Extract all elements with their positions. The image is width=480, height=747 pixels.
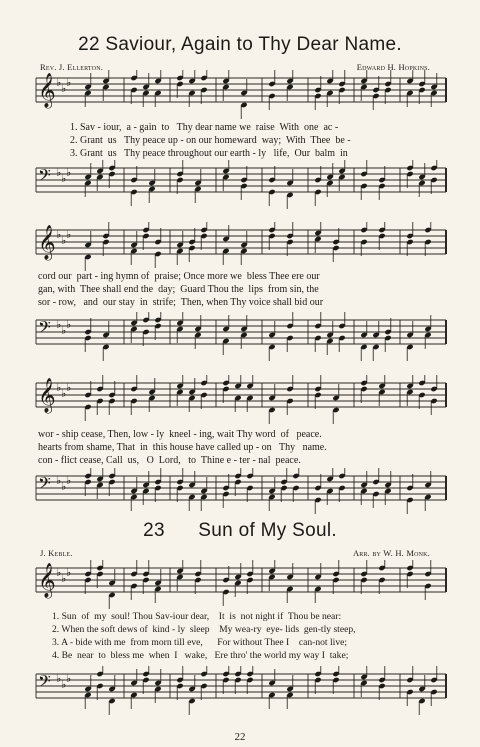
verse-block [38,270,323,309]
verse-line: con - flict cease, Call us, O Lord, to Thine e - ter - nal peace. [38,455,301,466]
verse-block [70,121,351,160]
flat-icon: ♭ [61,234,67,247]
bass-staff [0,666,480,716]
flat-icon: ♭ [61,387,67,400]
hymn-22-title: Saviour, Again to Thy Dear Name. [105,34,402,55]
flat-icon: ♭ [56,381,62,394]
verse-line: wor - ship cease, Then, low - ly kneel - ing, wait Thy word of peace. [38,429,322,440]
verse-block [52,610,356,662]
flat-icon: ♭ [61,480,67,493]
treble-clef-icon: 𝄞 [38,73,56,108]
treble-staff [0,70,480,120]
hymn-22-music-credit: Edward H. Hopkins. [356,62,430,72]
verse-line: 4. Be near to bless me when I wake, Ere thro' the world my way I take; [52,650,349,661]
flat-icon: ♭ [56,566,62,579]
flat-icon: ♭ [56,228,62,241]
flat-icon: ♭ [61,572,67,585]
verse-line: 2. When the soft dews of kind - ly sleep My wea-ry eye- lids gen-tly steep, [52,624,356,635]
flat-icon: ♭ [66,566,72,579]
flat-icon: ♭ [56,76,62,89]
flat-icon: ♭ [56,672,62,685]
flat-icon: ♭ [56,474,62,487]
treble-clef-icon: 𝄞 [38,563,56,598]
treble-staff [0,375,480,425]
flat-icon: ♭ [66,318,72,331]
flat-icon: ♭ [61,324,67,337]
flat-icon: ♭ [66,672,72,685]
verse-block [38,428,327,467]
bass-clef-icon: 𝄢 [38,317,51,341]
verse-line: 1. Sun of my soul! Thou Sav-iour dear, It is not night if Thou be near: [52,611,342,622]
flat-icon: ♭ [56,318,62,331]
hymn-23-number: 23 [143,520,165,541]
bass-clef-icon: 𝄢 [38,671,51,695]
page-number: 22 [234,731,246,743]
verse-line: cord our part - ing hymn of praise; Once more we bless Thee ere our [38,271,320,282]
flat-icon: ♭ [66,76,72,89]
flat-icon: ♭ [66,381,72,394]
flat-icon: ♭ [56,166,62,179]
hymn-22-heading [0,34,480,56]
hymn-23-music-credit: Arr. by W. H. Monk. [352,548,430,558]
hymn-23-title: Sun of My Soul. [198,520,337,541]
bass-clef-icon: 𝄢 [38,473,51,497]
hymn-22-number: 22 [78,34,100,55]
bass-staff [0,160,480,210]
flat-icon: ♭ [66,166,72,179]
verse-line: sor - row, and our stay in strife; Then, when Thy voice shall bid our [38,297,324,308]
bass-clef-icon: 𝄢 [38,165,51,189]
treble-staff [0,222,480,272]
verse-line: 1. Sav - iour, a - gain to Thy dear name we raise With one ac - [70,122,339,133]
flat-icon: ♭ [66,228,72,241]
flat-icon: ♭ [61,678,67,691]
bass-staff [0,468,480,518]
verse-line: 3. A - bide with me from morn till eve, For without Thee I can-not live; [52,637,348,648]
verse-line: 2. Grant us Thy peace up - on our homeward way; With Thee be - [70,135,351,146]
flat-icon: ♭ [61,172,67,185]
hymn-22-words-credit: Rev. J. Ellerton. [40,62,104,72]
verse-line: gan, with Thee shall end the day; Guard Thou the lips from sin, the [38,284,319,295]
bass-staff [0,312,480,362]
flat-icon: ♭ [66,474,72,487]
hymn-23-heading [0,520,480,542]
treble-clef-icon: 𝄞 [38,225,56,260]
treble-staff [0,560,480,610]
hymn-23-words-credit: J. Keble. [40,548,73,558]
verse-line: 3. Grant us Thy peace throughout our earth - ly life, Our balm in [70,148,348,159]
verse-line: hearts from shame, That in this house have called up - on Thy name. [38,442,327,453]
flat-icon: ♭ [61,82,67,95]
treble-clef-icon: 𝄞 [38,378,56,413]
